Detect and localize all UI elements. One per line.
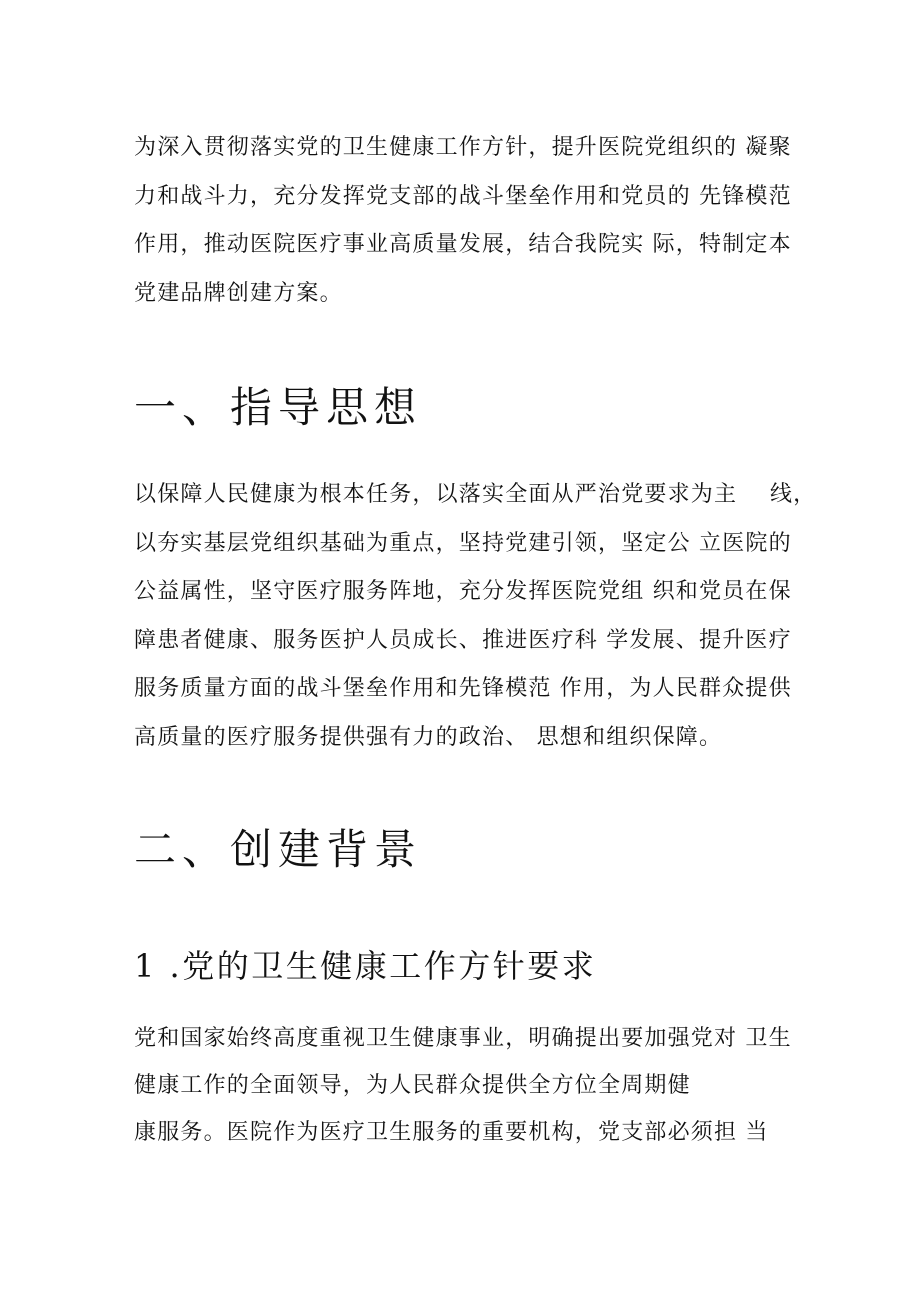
text-line: 服务质量方面的战斗堡垒作用和先锋模范 作用，为人民群众提供 [134, 676, 792, 701]
section-heading-guiding-ideology: 一、指导思想 [134, 383, 423, 432]
text-line: 党和国家始终高度重视卫生健康事业，明确提出要加强党对 卫生 [134, 1026, 792, 1051]
guiding-ideology-paragraph [134, 471, 817, 762]
subsection-heading-policy: 1 .党的卫生健康工作方针要求 [134, 947, 597, 985]
text-line: 为深入贯彻落实党的卫生健康工作方针，提升医院党组织的 凝聚 [134, 135, 792, 160]
text-line: 障患者健康、服务医护人员成长、推进医疗科 学发展、提升医疗 [134, 627, 792, 653]
text-line: 党建品牌创建方案。 [134, 280, 343, 306]
text-line: 以夯实基层党组织基础为重点，坚持党建引领，坚定公 立医院的 [134, 530, 792, 556]
intro-paragraph [134, 124, 794, 318]
text-line: 康服务。医院作为医疗卫生服务的重要机构，党支部必须担 当 [134, 1120, 769, 1145]
text-line: 健康工作的全面领导，为人民群众提供全方位全周期健 [134, 1073, 691, 1098]
text-line: 公益属性，坚守医疗服务阵地，充分发挥医院党组 织和党员在保 [134, 579, 792, 604]
text-line: 高质量的医疗服务提供强有力的政治、 思想和组织保障。 [134, 724, 723, 750]
text-line: 作用，推动医院医疗事业高质量发展，结合我院实 际，特制定本 [134, 232, 792, 257]
text-line: 力和战斗力，充分发挥党支部的战斗堡垒作用和党员的 先锋模范 [134, 183, 792, 209]
policy-paragraph [134, 1015, 794, 1156]
text-line: 以保障人民健康为根本任务，以落实全面从严治党要求为主 线， [134, 482, 817, 507]
section-heading-background: 二、创建背景 [134, 825, 423, 874]
